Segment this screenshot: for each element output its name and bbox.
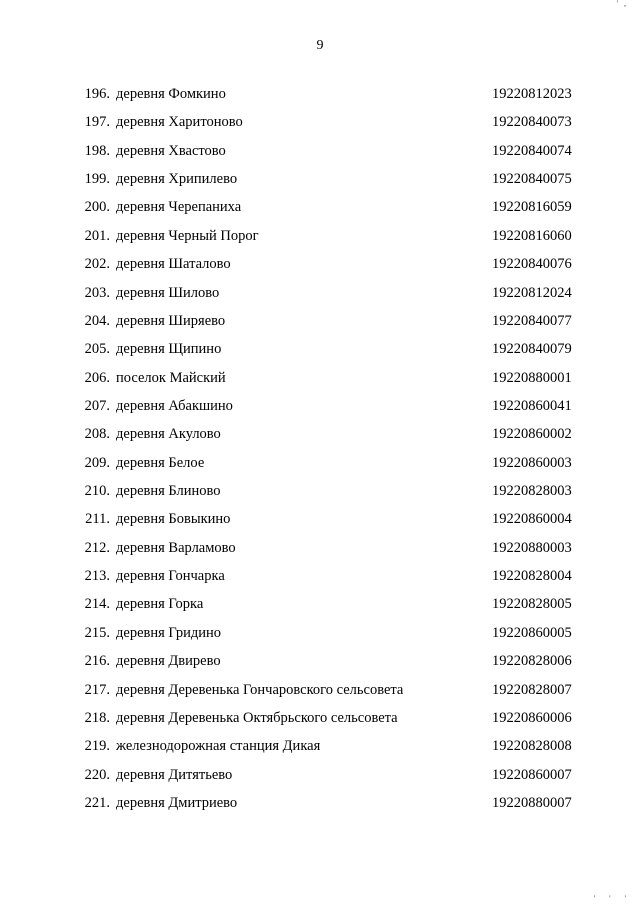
row-number: 219.	[84, 738, 110, 755]
settlement-name: деревня Акулово	[116, 426, 221, 443]
list-row	[0, 622, 640, 650]
settlement-name: деревня Черепаниха	[116, 199, 242, 216]
oktmo-code: 19220860041	[492, 397, 572, 414]
oktmo-code: 19220880003	[492, 539, 572, 556]
settlement-name: деревня Бовыкино	[116, 511, 231, 528]
list-row	[0, 764, 640, 792]
oktmo-code: 19220840073	[492, 114, 572, 131]
settlement-name: деревня Харитоново	[116, 114, 243, 131]
settlement-name: деревня Варламово	[116, 539, 236, 556]
oktmo-code: 19220840079	[492, 341, 572, 358]
row-number: 204.	[84, 312, 110, 329]
list-row	[0, 225, 640, 253]
oktmo-code: 19220860003	[492, 454, 572, 471]
row-number: 207.	[84, 397, 110, 414]
list-row	[0, 735, 640, 763]
settlement-name: деревня Блиново	[116, 483, 221, 500]
scan-mark-top: ' ,	[616, 0, 628, 8]
row-number: 209.	[84, 454, 110, 471]
list-row	[0, 650, 640, 678]
list-row	[0, 452, 640, 480]
settlement-name: деревня Гончарка	[116, 568, 225, 585]
page-number: 9	[316, 38, 324, 53]
oktmo-code: 19220860005	[492, 624, 572, 641]
list-row	[0, 707, 640, 735]
oktmo-code: 19220880001	[492, 369, 572, 386]
settlement-name: деревня Деревенька Гончаровского сельсовета	[116, 681, 404, 698]
oktmo-code: 19220840077	[492, 312, 572, 329]
row-number: 196.	[84, 86, 110, 102]
row-number: 200.	[84, 199, 110, 216]
settlement-name: деревня Шаталово	[116, 256, 231, 273]
settlement-name: железнодорожная станция Дикая	[116, 738, 321, 755]
row-number: 212.	[84, 539, 110, 556]
list-row	[0, 111, 640, 139]
row-number: 203.	[84, 284, 110, 301]
list-row	[0, 196, 640, 224]
row-number: 220.	[84, 766, 110, 783]
settlement-list	[0, 83, 640, 820]
oktmo-code: 19220840074	[492, 142, 572, 159]
oktmo-code: 19220840076	[492, 256, 572, 273]
settlement-name: деревня Хвастово	[116, 142, 226, 159]
settlement-name: деревня Абакшино	[116, 397, 233, 414]
row-number: 211.	[85, 511, 110, 528]
row-number: 199.	[84, 171, 110, 188]
row-number: 216.	[84, 653, 110, 670]
row-number: 221.	[84, 794, 110, 811]
settlement-name: деревня Хрипилево	[116, 171, 238, 188]
list-row	[0, 83, 640, 111]
row-number: 215.	[84, 624, 110, 641]
settlement-name: деревня Фомкино	[116, 86, 226, 102]
oktmo-code: 19220828006	[492, 653, 572, 670]
list-row	[0, 140, 640, 168]
list-row	[0, 282, 640, 310]
oktmo-code: 19220860004	[492, 511, 572, 528]
oktmo-code: 19220828008	[492, 738, 572, 755]
settlement-name: деревня Щипино	[116, 341, 222, 358]
row-number: 208.	[84, 426, 110, 443]
row-number: 202.	[84, 256, 110, 273]
oktmo-code: 19220816060	[492, 227, 572, 244]
list-row	[0, 565, 640, 593]
settlement-name: деревня Гридино	[116, 624, 222, 641]
settlement-name: поселок Майский	[116, 369, 226, 386]
oktmo-code: 19220812024	[492, 284, 572, 301]
oktmo-code: 19220828003	[492, 483, 572, 500]
row-number: 218.	[84, 709, 110, 726]
oktmo-code: 19220828004	[492, 568, 572, 585]
list-row	[0, 367, 640, 395]
list-row	[0, 679, 640, 707]
row-number: 213.	[84, 568, 110, 585]
row-number: 197.	[84, 114, 110, 131]
list-row	[0, 168, 640, 196]
scan-mark-bottom: ' ' '	[593, 894, 632, 903]
oktmo-code: 19220812023	[492, 86, 572, 102]
list-row	[0, 423, 640, 451]
settlement-name: деревня Деревенька Октябрьского сельсовета	[116, 709, 398, 726]
list-row	[0, 537, 640, 565]
row-number: 210.	[84, 483, 110, 500]
list-row	[0, 338, 640, 366]
settlement-name: деревня Ширяево	[116, 312, 226, 329]
list-row	[0, 593, 640, 621]
row-number: 205.	[84, 341, 110, 358]
oktmo-code: 19220860007	[492, 766, 572, 783]
oktmo-code: 19220828005	[492, 596, 572, 613]
oktmo-code: 19220840075	[492, 171, 572, 188]
list-row	[0, 310, 640, 338]
list-row	[0, 792, 640, 820]
row-number: 198.	[84, 142, 110, 159]
oktmo-code: 19220860006	[492, 709, 572, 726]
oktmo-code: 19220860002	[492, 426, 572, 443]
settlement-name: деревня Дмитриево	[116, 794, 238, 811]
settlement-name: деревня Дитятьево	[116, 766, 233, 783]
list-row	[0, 253, 640, 281]
list-row	[0, 395, 640, 423]
list-row	[0, 480, 640, 508]
list-row	[0, 508, 640, 536]
oktmo-code: 19220828007	[492, 681, 572, 698]
settlement-name: деревня Белое	[116, 454, 205, 471]
row-number: 217.	[84, 681, 110, 698]
settlement-name: деревня Черный Порог	[116, 227, 259, 244]
settlement-name: деревня Шилово	[116, 284, 220, 301]
oktmo-code: 19220816059	[492, 199, 572, 216]
settlement-name: деревня Горка	[116, 596, 204, 613]
oktmo-code: 19220880007	[492, 794, 572, 811]
row-number: 206.	[84, 369, 110, 386]
settlement-name: деревня Двирево	[116, 653, 221, 670]
row-number: 214.	[84, 596, 110, 613]
row-number: 201.	[84, 227, 110, 244]
